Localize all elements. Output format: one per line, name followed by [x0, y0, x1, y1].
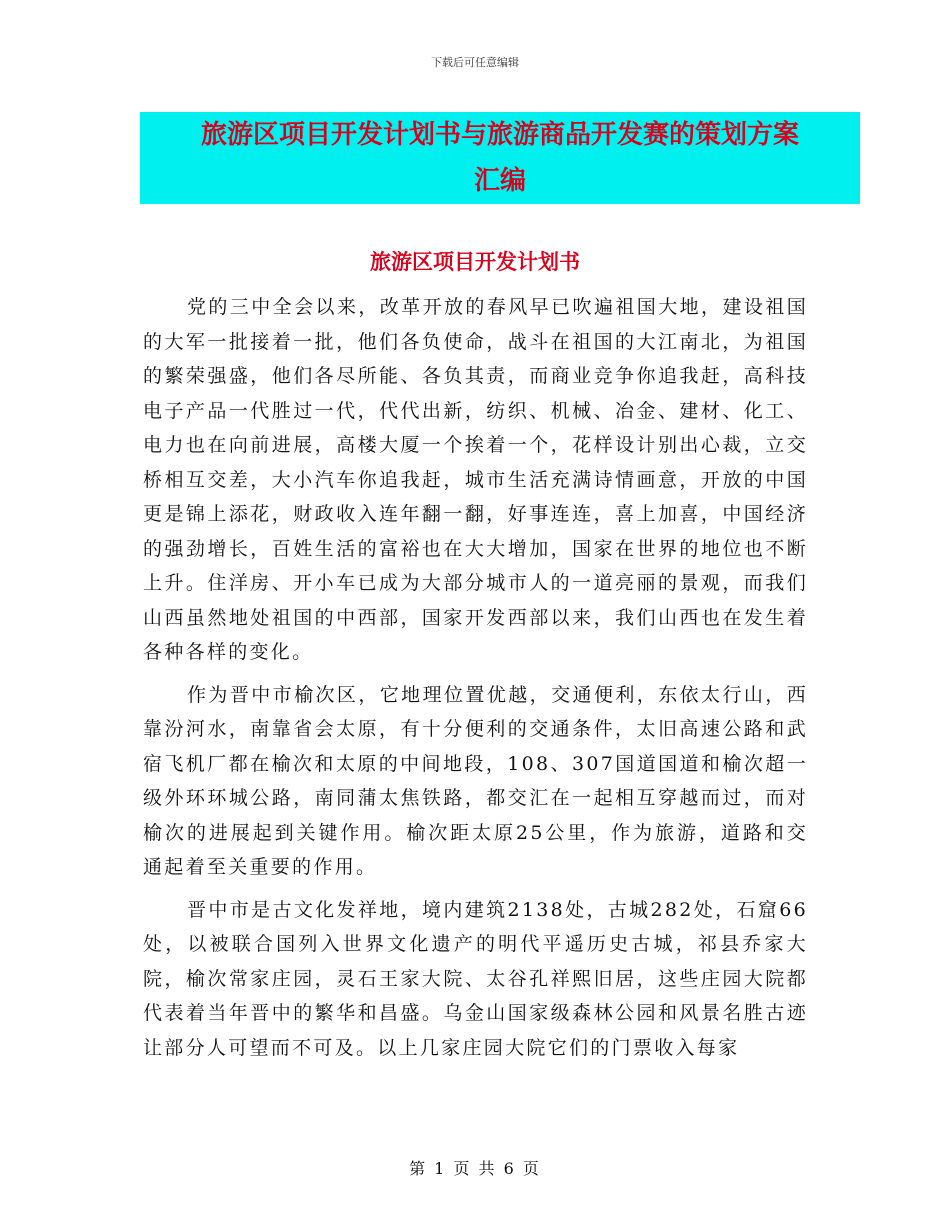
- paragraph: 晋中市是古文化发祥地，境内建筑2138处，古城282处，石窟66处，以被联合国列入世界文化遗产的明代平遥历史古城，祁县乔家大院，榆次常家庄园，灵石王家大院、太谷孔祥熙旧居，这些庄园大院都代表着当年晋中的繁华和昌盛。乌金山国家级森林公园和风景名胜古迹让部分人可望而不可及。以上几家庄园大院它们的门票收入每家: [143, 898, 808, 1059]
- document-title-line-1: 旅游区项目开发计划书与旅游商品开发赛的策划方案: [200, 120, 799, 150]
- document-title: [140, 112, 860, 204]
- section-title: 旅游区项目开发计划书: [370, 250, 580, 274]
- document-title-line-2: 汇编: [473, 166, 526, 196]
- paragraph: 党的三中全会以来，改革开放的春风早已吹遍祖国大地，建设祖国的大军一批接着一批，他们各负使命，战斗在祖国的大江南北，为祖国的繁荣强盛，他们各尽所能、各负其责，而商业竞争你追我赶，高科技电子产品一代胜过一代，代代出新，纺织、机械、冶金、建材、化工、电力也在向前进展，高楼大厦一个挨着一个，花样设计别出心裁，立交桥相互交差，大小汽车你追我赶，城市生活充满诗情画意，开放的中国更是锦上添花，财政收入连年翻一翻，好事连连，喜上加喜，中国经济的强劲增长，百姓生活的富裕也在大大增加，国家在世界的地位也不断上升。住洋房、开小车已成为大部分城市人的一道亮丽的景观，而我们山西虽然地处祖国的中西部，国家开发西部以来，我们山西也在发生着各种各样的变化。: [143, 296, 808, 663]
- paragraph: 作为晋中市榆次区，它地理位置优越，交通便利，东依太行山，西靠汾河水，南靠省会太原，有十分便利的交通条件，太旧高速公路和武宿飞机厂都在榆次和太原的中间地段，108、307国道国道和榆次超一级外环环城公路，南同蒲太焦铁路，都交汇在一起相互穿越而过，而对榆次的进展起到关键作用。榆次距太原25公里，作为旅游，道路和交通起着至关重要的作用。: [143, 683, 808, 878]
- page-footer: 第 1 页 共 6 页: [409, 1159, 541, 1178]
- body-text: [143, 290, 808, 1073]
- header-note: 下载后可任意编辑: [431, 56, 519, 69]
